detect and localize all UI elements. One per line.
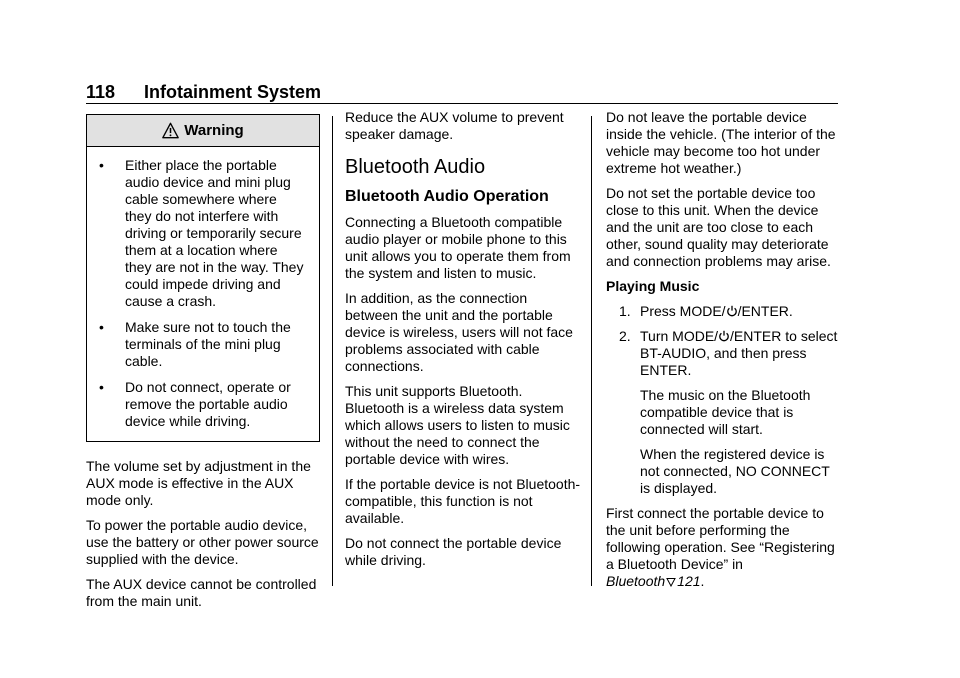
section-title: Bluetooth Audio [345,156,486,178]
page-reference-icon [666,577,676,587]
step-text-pre: Turn MODE/ [640,328,719,344]
step-2 [606,328,842,379]
step-note: The music on the Bluetooth compatible device that is connected will start. [640,387,811,437]
step-1 [606,303,842,320]
final-paragraph [606,505,842,590]
final-end: . [700,573,705,589]
paragraph: The volume set by adjustment in the AUX mode is effective in the AUX mode only. [86,458,311,508]
bullet-dot: • [99,157,104,173]
paragraph: The AUX device cannot be controlled from the main unit. [86,576,317,609]
warning-header [87,115,319,147]
column-divider-1 [332,116,333,586]
step-text-pre: Press MODE/ [640,303,726,319]
playing-music-heading: Playing Music [606,278,700,294]
warning-title: Warning [184,122,244,139]
power-icon [718,330,730,342]
step-text [640,303,842,320]
warning-bullet-text: Either place the portable audio device and mini plug cable somewhere where they do not interfere with driving or temporarily secure them at a location where they are not in the way. They could impede driving and cause a crash. [125,157,304,309]
column-2 [345,109,581,577]
cross-reference-link[interactable]: “Registering a Bluetooth Device” in [606,539,835,572]
warning-triangle-icon [162,122,179,139]
paragraph: Do not set the portable device too close to this unit. When the device and the unit are too close to each other, sound quality may deteriorate and connection problems may arise. [606,185,831,269]
page-number: 118 [86,82,116,102]
step-text-post: /ENTER. [737,303,793,319]
paragraph: In addition, as the connection between the unit and the portable device is wireless, users will not face problems associated with cable connections. [345,290,573,374]
power-icon [726,305,738,317]
warning-bullet [99,379,307,430]
step-text [640,328,842,379]
warning-box [86,114,320,442]
paragraph: If the portable device is not Bluetooth-compatible, this function is not available. [345,476,581,526]
paragraph: Do not leave the portable device inside the vehicle. (The interior of the vehicle may become too hot under extreme hot weather.) [606,109,836,176]
page-title: Infotainment System [144,82,322,102]
step-number: 2. [619,328,631,344]
bluetooth-link[interactable]: Bluetooth [606,573,666,589]
paragraph: Reduce the AUX volume to prevent speaker damage. [345,109,564,142]
final-text: First connect the portable device to the unit before performing the following operation. See [606,505,824,555]
page-header [86,82,838,104]
header-rule [86,103,838,104]
paragraph: This unit supports Bluetooth. Bluetooth is a wireless data system which allows users to listen to music without the need to connect the portable device with wires. [345,383,570,467]
warning-bullet [99,157,307,310]
subsection-title: Bluetooth Audio Operation [345,188,549,205]
paragraph: Connecting a Bluetooth compatible audio player or mobile phone to this unit allows you to operate them from the system and listen to music. [345,214,571,281]
column-3 [606,109,842,598]
column-divider-2 [591,116,592,586]
page-reference[interactable]: 121 [677,573,701,589]
column-1 [86,114,320,618]
warning-bullet [99,319,307,370]
warning-bullet-text: Make sure not to touch the terminals of the mini plug cable. [125,319,291,369]
step-note: When the registered device is not connected, NO CONNECT is displayed. [640,446,830,496]
step-number: 1. [619,303,631,319]
step-text-post: /ENTER to select BT-AUDIO, and then press ENTER. [640,328,838,378]
bullet-dot: • [99,319,104,335]
warning-body [87,147,319,441]
warning-bullet-text: Do not connect, operate or remove the portable audio device while driving. [125,379,291,429]
paragraph: Do not connect the portable device while driving. [345,535,562,568]
bullet-dot: • [99,379,104,395]
paragraph: To power the portable audio device, use the battery or other power source supplied with the device. [86,517,319,567]
